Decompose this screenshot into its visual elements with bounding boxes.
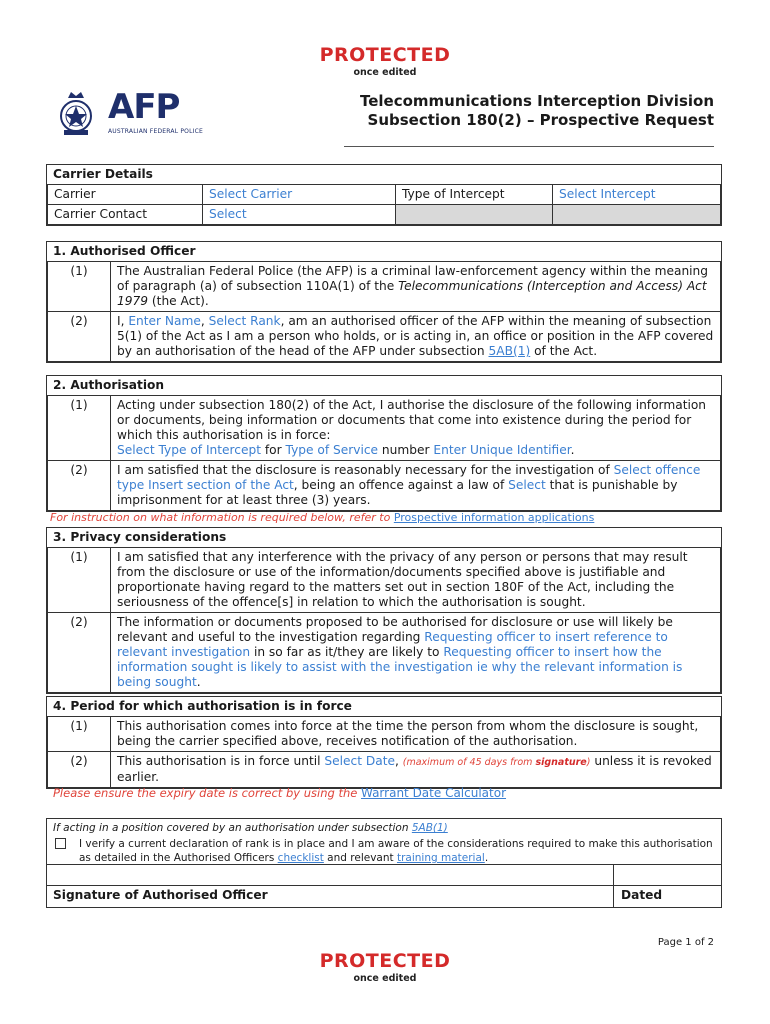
text: . [196,675,201,689]
protected-word: PROTECTED [319,950,451,972]
item-number: (1) [48,717,111,752]
max-days-note: (maximum of 45 days from [402,757,536,768]
text: that is punishable by imprisonment for at least three (3) years. [117,478,678,507]
heading-line-1: Telecommunications Interception Division [359,92,714,110]
max-days-signature: signature [535,757,587,768]
heading-rule [344,146,714,147]
s3-paragraph-1: I am satisfied that any interference with the privacy of any person or persons that may result from the disclosure or use of the information/documents specified above is justifiable and proportionate having regard to the matters set out in section 180F of the Act, including the seriousness of the offence[s] in relation to which the authorisation is sought. [111,548,721,613]
select-rank-field[interactable]: Select Rank [208,314,281,328]
item-number: (1) [48,396,111,461]
section-authorisation [46,375,722,512]
carrier-contact-label: Carrier Contact [48,205,203,225]
acting-declaration [46,818,722,867]
instruction-note [50,511,594,524]
declaration-row [47,837,721,867]
training-material-link[interactable]: training material [396,852,485,864]
checklist-link[interactable]: checklist [277,852,324,864]
text: , [200,314,209,328]
service-type-field[interactable]: Type of Service [285,443,379,457]
protected-marking-top [0,44,770,78]
page-heading [360,92,714,130]
dated-label: Dated [621,888,663,902]
afp-wordmark: AFP [108,87,180,127]
protected-sub: once edited [353,67,417,78]
carrier-details-title: Carrier Details [53,167,153,181]
text: , being an offence against a law of [293,478,509,492]
afp-logo [56,86,206,142]
s4-paragraph-2 [111,752,721,788]
section-1-title: 1. Authorised Officer [53,244,196,258]
section-period [46,696,722,789]
afp-crest-icon [56,86,96,138]
s3-paragraph-2 [111,613,721,693]
shaded-cell [396,205,553,225]
prospective-info-link[interactable]: Prospective information applications [393,511,595,524]
item-number: (1) [48,262,111,312]
protected-word: PROTECTED [319,44,451,66]
text: , [395,754,403,768]
carrier-table [47,184,721,225]
signature-label: Signature of Authorised Officer [53,888,268,902]
carrier-select[interactable]: Select Carrier [203,185,396,205]
item-number: (2) [48,613,111,693]
carrier-contact-select[interactable]: Select [203,205,396,225]
assistance-description-field[interactable]: Requesting officer to insert how the information sought is likely to assist with the investigation ie why the relevant information is being sought [117,645,683,689]
section-4-table [47,716,721,788]
jurisdiction-select[interactable]: Select [508,478,546,492]
section-2-table [47,395,721,511]
select-intercept-type-field[interactable]: Select Type of Intercept [117,443,262,457]
section-privacy [46,527,722,694]
item-number: (2) [48,461,111,511]
text: This authorisation is in force until [117,754,325,768]
text: For instruction on what information is required below, refer to [50,511,394,524]
act-title: Telecommunications (Interception and Access) Act 1979 [117,279,707,308]
s1-paragraph-1 [111,262,721,312]
text: in so far as it/they are likely to [250,645,444,659]
divider [47,885,721,886]
divider [613,865,614,907]
text: for [261,443,286,457]
s4-paragraph-1: This authorisation comes into force at the time the person from whom the disclosure is sought, being the carrier specified above, receives notification of the authorisation. [111,717,721,752]
afp-subtitle: AUSTRALIAN FEDERAL POLICE [108,128,203,135]
text: , am an authorised officer of the AFP within the meaning of subsection 5(1) of the Act as I am a person who holds, or is acting in, an office or position in the AFP covered by an authorisation of the head of the AFP under subsection [117,314,714,358]
carrier-details-box [46,164,722,226]
page-number: Page 1 of 2 [657,937,714,948]
carrier-label: Carrier [48,185,203,205]
item-number: (1) [48,548,111,613]
protected-sub: once edited [353,973,417,984]
intercept-label: Type of Intercept [396,185,553,205]
warrant-date-calculator-link[interactable]: Warrant Date Calculator [360,786,507,800]
text: I, [117,314,129,328]
select-date-field[interactable]: Select Date [324,754,396,768]
text: unless it is revoked earlier. [117,754,712,784]
subsection-5ab-link[interactable]: 5AB(1) [411,822,448,834]
offence-type-field[interactable]: Select offence type Insert section of the Act [117,463,701,492]
text: Please ensure the expiry date is correct by using the [53,786,361,800]
protected-marking-bottom [0,950,770,984]
text: I am satisfied that the disclosure is reasonably necessary for the investigation of [117,463,614,477]
text: The Australian Federal Police (the AFP) is a criminal law-enforcement agency within the meaning of paragraph (a) of subsection 110A(1) of the [117,264,709,293]
section-1-table [47,261,721,362]
intercept-select[interactable]: Select Intercept [553,185,721,205]
section-2-title: 2. Authorisation [53,378,165,392]
s1-paragraph-2 [111,312,721,362]
s2-paragraph-2 [111,461,721,511]
declaration-checkbox[interactable] [55,838,66,849]
s2-paragraph-1 [111,396,721,461]
text: Acting under subsection 180(2) of the Act, I authorise the disclosure of the following information or documents, being information or documents that come into existence during the period for which this authorisation is in force: [117,398,707,442]
text: I verify a current declaration of rank is in place and I am aware of the considerations required to make this authorisation as detailed in the Authorised Officers [79,838,713,864]
heading-line-2: Subsection 180(2) – Prospective Request [367,111,714,129]
section-3-title: 3. Privacy considerations [53,530,227,544]
max-days-note-end: ) [586,757,591,768]
text: . [570,443,575,457]
text: If acting in a position covered by an authorisation under subsection [53,822,412,834]
investigation-reference-field[interactable]: Requesting officer to insert reference to relevant investigation [117,630,668,659]
text: of the Act. [530,344,598,358]
signature-box [46,864,722,908]
shaded-cell [553,205,721,225]
expiry-note [53,786,506,800]
item-number: (2) [48,312,111,362]
section-authorised-officer [46,241,722,363]
item-number: (2) [48,752,111,788]
text: (the Act). [148,294,209,308]
text: and relevant [323,852,397,864]
acting-intro [47,819,721,837]
section-4-title: 4. Period for which authorisation is in force [53,699,352,713]
text: . [484,852,489,864]
enter-name-field[interactable]: Enter Name [128,314,201,328]
subsection-5ab-link[interactable]: 5AB(1) [488,344,531,358]
unique-identifier-field[interactable]: Enter Unique Identifier [433,443,571,457]
text: number [378,443,434,457]
section-3-table [47,547,721,693]
text: The information or documents proposed to be authorised for disclosure or use will likely be relevant and useful to the investigation regarding [117,615,673,644]
